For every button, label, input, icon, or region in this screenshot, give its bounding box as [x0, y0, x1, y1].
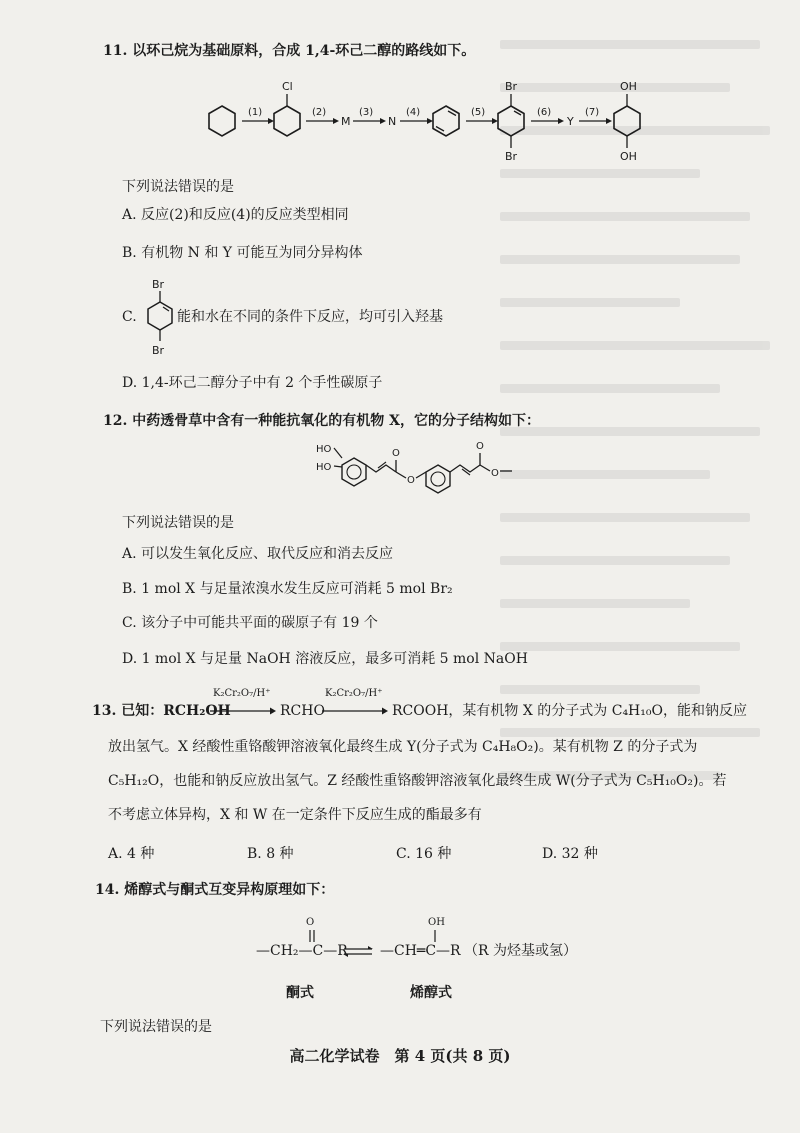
q13-option-b: B. 8 种	[247, 846, 294, 862]
ho-label-2: HO	[316, 462, 332, 473]
enol-oh-label: OH	[428, 917, 445, 928]
q11-option-c-letter: C.	[122, 309, 137, 325]
carbonyl-o-label-2: O	[476, 441, 484, 452]
q13-arrow-2	[320, 702, 390, 716]
q13-reagent-2: K₂Cr₂O₇/H⁺	[325, 688, 383, 699]
cl-atom-label: Cl	[282, 80, 293, 93]
dibromocyclohexene-ring	[498, 106, 524, 136]
q13-option-d: D. 32 种	[542, 846, 598, 862]
step-2-label: (2)	[312, 107, 327, 118]
keto-double-bond	[305, 929, 319, 943]
q13-reagent-1: K₂Cr₂O₇/H⁺	[213, 688, 271, 699]
q13-option-c: C. 16 种	[396, 846, 452, 862]
enol-formula: —CH═C—R	[380, 943, 461, 959]
q14-stem: 14. 烯醇式与酮式互变异构原理如下：	[95, 882, 335, 898]
step-3-label: (3)	[359, 107, 374, 118]
q14-prompt: 下列说法错误的是	[100, 1019, 212, 1035]
step-6-label: (6)	[537, 107, 552, 118]
q12-option-c: C. 该分子中可能共平面的碳原子有 19 个	[122, 615, 378, 631]
q13-line-4: 不考虑立体异构，X 和 W 在一定条件下反应生成的酯最多有	[108, 807, 482, 823]
step-4-label: (4)	[406, 107, 421, 118]
q12-stem: 12. 中药透骨草中含有一种能抗氧化的有机物 X，它的分子结构如下：	[103, 413, 540, 429]
equilibrium-arrows	[340, 944, 376, 958]
cyclohexane-ring	[209, 106, 235, 136]
page-footer: 高二化学试卷 第 4 页(共 8 页)	[289, 1047, 511, 1065]
step-5-label: (5)	[471, 107, 486, 118]
q12-molecule-x-structure	[310, 434, 550, 506]
br-top-label: Br	[152, 278, 165, 291]
q13-option-a: A. 4 种	[108, 846, 155, 862]
q13-line-2: 放出氢气。X 经酸性重铬酸钾溶液氧化最终生成 Y(分子式为 C₄H₈O₂)。某有机物 Z 的分子式为	[108, 739, 698, 755]
q13-product-and-text: RCOOH，某有机物 X 的分子式为 C₄H₁₀O，能和钠反应	[392, 703, 747, 719]
q11-synthesis-scheme	[190, 70, 690, 170]
oh-bottom-label: OH	[620, 150, 637, 163]
br-bottom-label: Br	[152, 344, 165, 357]
carbonyl-o-label: O	[392, 448, 400, 459]
q11-stem: 11. 以环己烷为基础原料，合成 1,4-环己二醇的路线如下。	[103, 43, 476, 59]
q12-option-d: D. 1 mol X 与足量 NaOH 溶液反应，最多可消耗 5 mol NaOH	[122, 651, 528, 667]
step-1-label: (1)	[248, 107, 263, 118]
cyclohexadiene-ring	[433, 106, 459, 136]
intermediate-y: Y	[567, 115, 574, 128]
keto-formula: —CH₂—C—R	[256, 943, 348, 959]
oh-top-label: OH	[620, 80, 637, 93]
chlorocyclohexane-ring	[274, 106, 300, 136]
br-bottom-label: Br	[505, 150, 518, 163]
q13-given-prefix: 13. 已知：RCH₂OH	[92, 703, 231, 719]
keto-o-label: O	[306, 917, 315, 928]
intermediate-n: N	[388, 115, 397, 128]
q11-option-d: D. 1,4-环己二醇分子中有 2 个手性碳原子	[122, 375, 383, 391]
methoxy-o-label: O	[491, 468, 499, 479]
enol-oh-bond	[428, 929, 442, 943]
q14-r-note: （R 为烃基或氢）	[464, 943, 577, 959]
q11-option-a: A. 反应(2)和反应(4)的反应类型相同	[122, 207, 349, 223]
q12-option-a: A. 可以发生氧化反应、取代反应和消去反应	[122, 546, 394, 562]
step-7-label: (7)	[585, 107, 600, 118]
intermediate-m: M	[341, 115, 351, 128]
q11-prompt: 下列说法错误的是	[122, 179, 234, 195]
q13-line-3: C₅H₁₂O，也能和钠反应放出氢气。Z 经酸性重铬酸钾溶液氧化最终生成 W(分子式为 C₅H₁₀O₂)。若	[108, 773, 727, 789]
q12-option-b: B. 1 mol X 与足量浓溴水发生反应可消耗 5 mol Br₂	[122, 581, 453, 597]
q11-option-b: B. 有机物 N 和 Y 可能互为同分异构体	[122, 245, 363, 261]
q13-arrow-1	[208, 702, 278, 716]
q12-prompt: 下列说法错误的是	[122, 515, 234, 531]
keto-name: 酮式	[286, 985, 314, 1001]
enol-name: 烯醇式	[410, 985, 452, 1001]
q13-intermediate: RCHO	[280, 703, 325, 719]
q11-option-c-dibromocyclohexene	[140, 276, 180, 360]
ester-o-label: O	[407, 475, 415, 486]
ho-label-1: HO	[316, 444, 332, 455]
br-top-label: Br	[505, 80, 518, 93]
q11-option-c-text: 能和水在不同的条件下反应，均可引入羟基	[177, 309, 443, 325]
cyclohexanediol-ring	[614, 106, 640, 136]
